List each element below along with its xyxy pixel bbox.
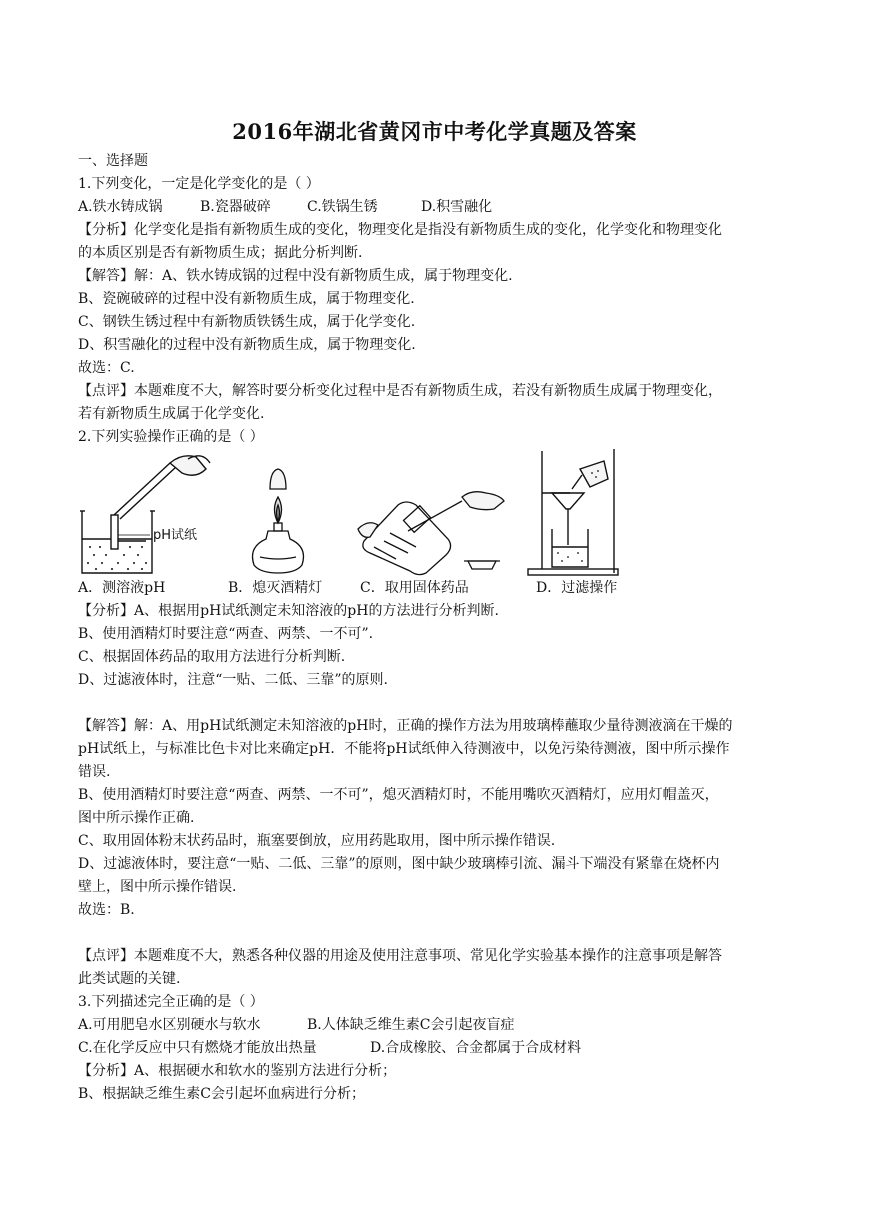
caption-a: A．测溶液pH: [78, 580, 166, 596]
q3-option-d: D.合成橡胶、合金都属于合成材料: [370, 1040, 582, 1056]
q2-answer-line: 故选：B.: [78, 902, 135, 918]
q2-answer-line: 图中所示操作正确.: [78, 810, 195, 826]
q3-options-row-2: [78, 1037, 794, 1060]
q2-answer-line: B、使用酒精灯时要注意“两查、两禁、一不可”，熄灭酒精灯时，不能用嘴吹灭酒精灯，应用灯帽盖灭，: [78, 787, 719, 803]
ph-paper-label: pH试纸: [153, 528, 198, 543]
q1-answer-line: B、瓷碗破碎的过程中没有新物质生成，属于物理变化.: [78, 291, 415, 307]
q2-answer-line: 壁上，图中所示操作错误.: [78, 879, 237, 895]
figure-alcohol-lamp: [238, 449, 318, 577]
q2-answer-line: 错误.: [78, 764, 111, 780]
q3-option-a: A.可用肥皂水区别硬水与软水: [78, 1017, 261, 1033]
q3-stem: 3.下列描述完全正确的是（ ）: [78, 994, 264, 1010]
q3-analysis-line: B、根据缺乏维生素C会引起坏血病进行分析；: [78, 1086, 365, 1102]
q1-option-b: B.瓷器破碎: [200, 199, 271, 215]
q2-analysis-line: 【分析】A、根据用pH试纸测定未知溶液的pH的方法进行分析判断.: [78, 603, 499, 619]
q1-answer-line: D、积雪融化的过程中没有新物质生成，属于物理变化.: [78, 337, 416, 353]
q1-stem: 1.下列变化，一定是化学变化的是（ ）: [78, 176, 320, 192]
q2-stem: 2.下列实验操作正确的是（ ）: [78, 429, 264, 445]
q1-option-a: A.铁水铸成锅: [78, 199, 163, 215]
section-heading: 一、选择题: [78, 153, 148, 169]
caption-d: D．过滤操作: [536, 580, 618, 596]
page-title: 2016年湖北省黄冈市中考化学真题及答案: [232, 119, 637, 144]
q1-option-d: D.积雪融化: [421, 199, 493, 215]
q2-comment-line: 【点评】本题难度不大，熟悉各种仪器的用途及使用注意事项、常见化学实验基本操作的注意事项是解答: [78, 948, 722, 964]
caption-b: B．熄灭酒精灯: [228, 580, 323, 596]
q3-option-b: B.人体缺乏维生素C会引起夜盲症: [307, 1017, 515, 1033]
q2-answer-line: D、过滤液体时，要注意“一贴、二低、三靠”的原则，图中缺少玻璃棒引流、漏斗下端没有紧靠在烧杯内: [78, 856, 720, 872]
q1-answer-line: C、钢铁生锈过程中有新物质铁锈生成，属于化学变化.: [78, 314, 416, 330]
caption-c: C．取用固体药品: [360, 580, 469, 596]
q2-figures: [78, 449, 794, 577]
q1-analysis-line: 【分析】化学变化是指有新物质生成的变化，物理变化是指没有新物质生成的变化，化学变化和物理变化: [78, 222, 722, 238]
q2-answer-line: 【解答】解：A、用pH试纸测定未知溶液的pH时，正确的操作方法为用玻璃棒蘸取少量待测液滴在干燥的: [78, 718, 733, 734]
q1-comment-line: 若有新物质生成属于化学变化.: [78, 406, 265, 422]
document-body: [78, 150, 794, 1106]
q2-analysis-line: D、过滤液体时，注意“一贴、二低、三靠”的原则.: [78, 672, 388, 688]
q1-analysis-line: 的本质区别是否有新物质生成；据此分析判断.: [78, 245, 363, 261]
figure-solid-reagent: [350, 449, 510, 577]
q2-analysis-line: C、根据固体药品的取用方法进行分析判断.: [78, 649, 346, 665]
q1-option-c: C.铁锅生锈: [307, 199, 378, 215]
q1-options: [78, 196, 794, 219]
q3-option-c: C.在化学反应中只有燃烧才能放出热量: [78, 1040, 317, 1056]
q1-comment-line: 【点评】本题难度不大，解答时要分析变化过程中是否有新物质生成，若没有新物质生成属于物理变化，: [78, 383, 722, 399]
spacer: [78, 922, 794, 945]
figure-filtration: [526, 449, 626, 577]
q2-analysis-line: B、使用酒精灯时要注意“两查、两禁、一不可”.: [78, 626, 374, 642]
spacer: [78, 692, 794, 715]
q3-options-row-1: [78, 1014, 794, 1037]
q2-captions: [78, 577, 794, 600]
q2-answer-line: C、取用固体粉末状药品时，瓶塞要倒放，应用药匙取用，图中所示操作错误.: [78, 833, 556, 849]
q2-comment-line: 此类试题的关键.: [78, 971, 181, 987]
figure-ph-test: [78, 449, 218, 577]
q1-answer-line: 故选：C.: [78, 360, 135, 376]
q1-answer-line: 【解答】解：A、铁水铸成锅的过程中没有新物质生成，属于物理变化.: [78, 268, 513, 284]
q3-analysis-line: 【分析】A、根据硬水和软水的鉴别方法进行分析；: [78, 1063, 397, 1079]
q2-answer-line: pH试纸上，与标准比色卡对比来确定pH．不能将pH试纸伸入待测液中，以免污染待测液，图中所示操作: [78, 741, 730, 757]
